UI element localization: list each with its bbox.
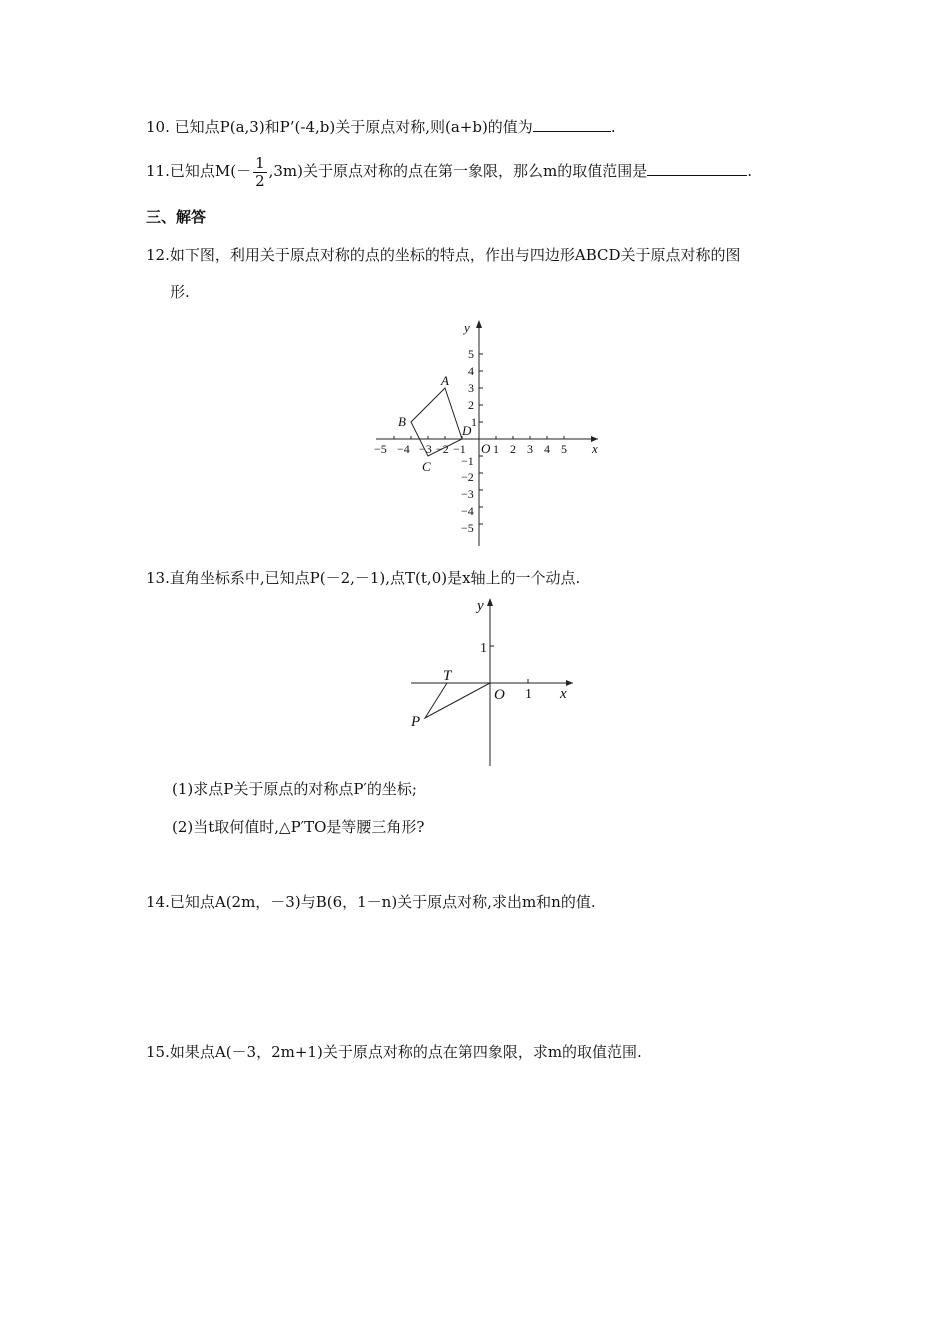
x-tick-label: −4 [397, 442, 410, 456]
question-11 [146, 152, 752, 190]
section-heading: 三、解答 [146, 208, 207, 226]
origin-label: O [481, 441, 491, 456]
y-tick-label: −2 [461, 470, 474, 484]
point-p-label: P [411, 714, 421, 730]
question-10 [146, 117, 616, 137]
y-tick-label: −1 [461, 454, 474, 468]
q11-text-middle: ,3m)关于原点对称的点在第一象限，那么m的取值范围是 [268, 162, 648, 180]
x-tick-label: 5 [561, 442, 567, 456]
q10-answer-blank[interactable] [533, 117, 611, 132]
question-12-line1: 12.如下图，利用关于原点对称的点的坐标的特点，作出与四边形ABCD关于原点对称的图 [146, 246, 741, 264]
x-tick-label: −1 [453, 442, 466, 456]
y-tick-label: −4 [461, 504, 474, 518]
point-d-label: D [462, 423, 472, 438]
point-b-label: B [398, 414, 406, 429]
x-tick-label: −5 [374, 442, 387, 456]
y-axis-arrow-icon [487, 598, 493, 606]
q11-answer-blank[interactable] [647, 161, 747, 176]
question-14: 14.已知点A(2m，－3)与B(6，1－n)关于原点对称,求出m和n的值. [146, 893, 596, 911]
x-tick-label: 4 [544, 442, 550, 456]
q11-text: 11.已知点M(－ [146, 162, 252, 180]
q10-suffix: . [610, 118, 616, 136]
y-axis-label: y [464, 320, 470, 335]
q11-suffix: . [747, 162, 753, 180]
fraction-denominator: 2 [255, 171, 265, 190]
fraction-one-half [253, 155, 267, 190]
y-tick-label: 3 [468, 381, 474, 395]
y-tick-label: 1 [471, 415, 477, 429]
y-tick-label: 2 [468, 398, 474, 412]
y-tick-label: 1 [480, 641, 487, 656]
x-axis-label: x [560, 686, 567, 702]
x-tick-label: −3 [419, 442, 432, 456]
x-tick-label: 1 [493, 442, 499, 456]
y-tick-label: −5 [461, 521, 474, 535]
x-tick-label: 1 [525, 687, 532, 702]
question-15: 15.如果点A(－3，2m+1)关于原点对称的点在第四象限，求m的取值范围. [146, 1043, 642, 1061]
question-13-part1: (1)求点P关于原点的对称点P′的坐标; [172, 780, 417, 798]
question-13: 13.直角坐标系中,已知点P(－2,－1),点T(t,0)是x轴上的一个动点. [146, 569, 581, 587]
point-c-label: C [422, 459, 431, 474]
point-t-label: T [443, 668, 452, 684]
x-tick-label: 2 [510, 442, 516, 456]
x-tick-label: −2 [436, 442, 449, 456]
figure-point-p-t [405, 596, 585, 768]
q10-text: 10. 已知点P(a,3)和P’(-4,b)关于原点对称,则(a+b)的值为 [146, 118, 533, 136]
question-12-line2: 形. [170, 283, 190, 301]
question-13-part2: (2)当t取何值时,△P′TO是等腰三角形? [172, 818, 425, 836]
figure-quadrilateral-abcd [372, 318, 612, 550]
y-axis-label: y [477, 598, 484, 614]
triangle-p-t-o [425, 683, 490, 718]
origin-label: O [494, 687, 505, 703]
y-tick-label: 5 [468, 347, 474, 361]
x-axis-label: x [592, 441, 598, 456]
y-tick-label: 4 [468, 364, 474, 378]
y-axis-arrow-icon [476, 320, 482, 328]
y-tick-label: −3 [461, 487, 474, 501]
point-a-label: A [441, 373, 449, 388]
x-tick-label: 3 [527, 442, 533, 456]
x-axis-arrow-icon [566, 680, 573, 686]
fraction-numerator: 1 [255, 153, 265, 172]
